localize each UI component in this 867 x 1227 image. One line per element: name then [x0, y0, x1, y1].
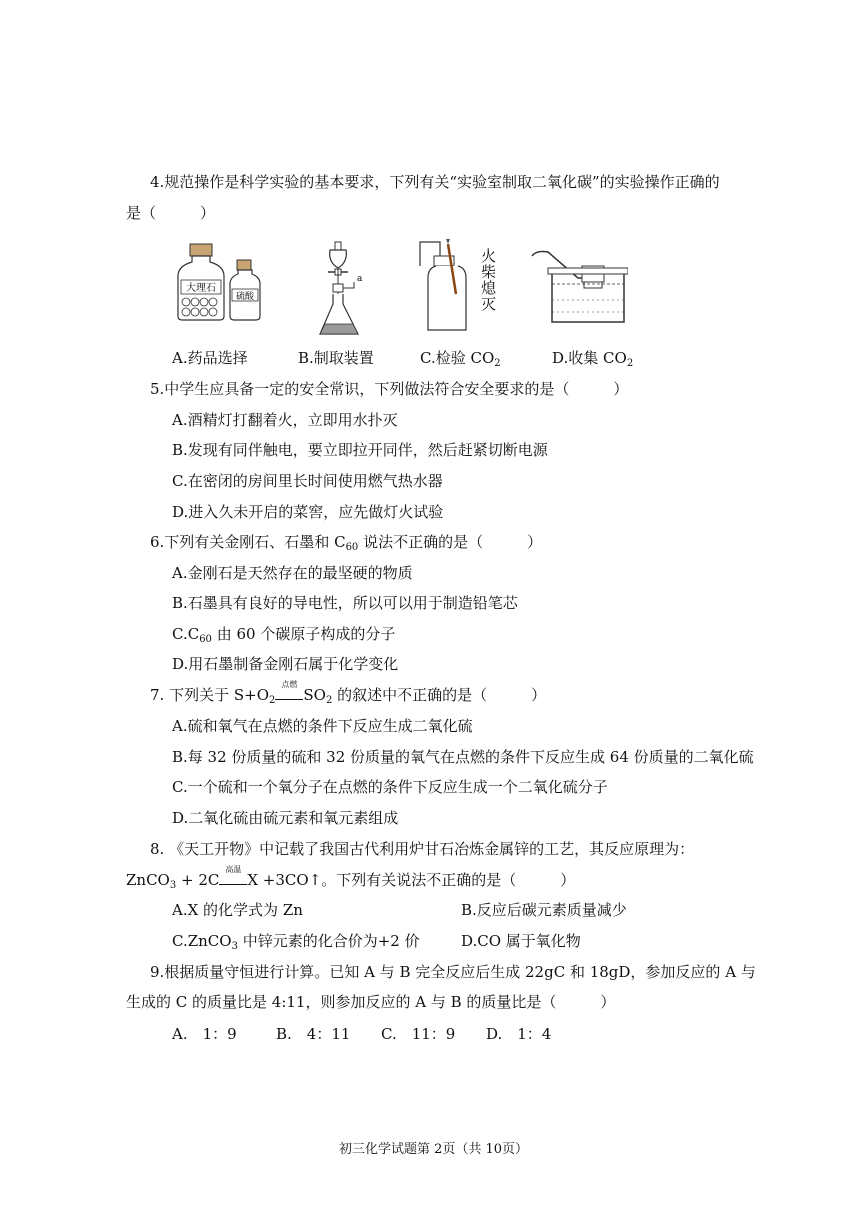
q4-stem-line1: 4.规范操作是科学实验的基本要求，下列有关“实验室制取二氧化碳”的实验操作正确的 — [150, 173, 720, 191]
generation-apparatus-figure — [314, 238, 374, 340]
reaction-condition-heat: 高温 — [219, 875, 247, 885]
q9-option-b: B. 4：11 — [276, 1025, 351, 1043]
q4-option-c: C.检验 $CO_2$ — [420, 349, 501, 369]
bottle-small-label: 硫酸 — [235, 292, 255, 302]
q5-option-c: C.在密闭的房间里长时间使用燃气热水器 — [172, 472, 443, 490]
q7-option-b: B.每 32 份质量的硫和 32 份质量的氧气在点燃的条件下反应生成 64 份质量的二氧化硫 — [172, 748, 754, 766]
reaction-condition-burn: 点燃 — [275, 690, 303, 700]
q9-option-d: D. 1：4 — [486, 1025, 552, 1043]
q7-option-d: D.二氧化硫由硫元素和氧元素组成 — [172, 809, 399, 827]
q6-option-d: D.用石墨制备金刚石属于化学变化 — [172, 655, 399, 673]
q5-option-b: B.发现有同伴触电，要立即拉开同伴，然后赶紧切断电源 — [172, 441, 548, 459]
q4-stem-line2: 是（ ） — [126, 204, 216, 222]
q8-stem-line1: 8. 《天工开物》中记载了我国古代利用炉甘石冶炼金属锌的工艺，其反应原理为： — [150, 840, 695, 858]
q6-option-a: A.金刚石是天然存在的最坚硬的物质 — [172, 564, 413, 582]
q4-option-d: D.收集 $CO_2$ — [552, 349, 634, 369]
q4-option-a: A.药品选择 — [172, 349, 248, 367]
q7-option-a: A.硫和氧气在点燃的条件下反应生成二氧化硫 — [172, 717, 473, 735]
collect-co2-figure — [528, 246, 628, 326]
q8-option-c: C.ZnCO$_3$ 中锌元素的化合价为+2 价 — [172, 932, 420, 952]
q6-option-b: B.石墨具有良好的导电性，所以可以用于制造铅笔芯 — [172, 594, 518, 612]
q9-option-a: A. 1：9 — [172, 1025, 237, 1043]
q6-option-c: $C.C_{60}$ 由 60 个碳原子构成的分子 — [172, 625, 396, 645]
q9-stem-line1: 9.根据质量守恒进行计算。已知 A 与 B 完全反应后生成 22gC 和 18gD，参加反应的 A 与 — [150, 963, 756, 981]
q6-stem: 6.下列有关金刚石、石墨和 $C_{60}$ 说法不正确的是（ ） — [150, 533, 543, 553]
reagent-bottles-figure — [172, 242, 267, 322]
flame-label: 火柴熄灭 — [481, 247, 497, 313]
q8-option-b: B.反应后碳元素质量减少 — [461, 901, 627, 919]
q5-option-d: D.进入久未开启的菜窖，应先做灯火试验 — [172, 503, 444, 521]
q8-option-a: A.X 的化学式为 Zn — [172, 901, 303, 919]
apparatus-mark-a: a — [357, 274, 363, 284]
q7-stem: 7. 下列关于 $S+O_2$ 点燃 $SO_2$ 的叙述中不正确的是（ ） — [150, 680, 547, 706]
q9-option-c: C. 11：9 — [381, 1025, 456, 1043]
q4-option-b: B.制取装置 — [298, 349, 374, 367]
q8-option-d: D.CO 属于氧化物 — [461, 932, 581, 950]
q8-stem-line2: ZnCO$_3$ + 2C 高温 X +3CO↑。下列有关说法不正确的是（ ） — [126, 865, 576, 891]
q9-stem-line2: 生成的 C 的质量比是 4:11，则参加反应的 A 与 B 的质量比是（ ） — [126, 993, 616, 1011]
q7-option-c: C.一个硫和一个氧分子在点燃的条件下反应生成一个二氧化硫分子 — [172, 778, 608, 796]
q5-stem: 5.中学生应具备一定的安全常识，下列做法符合安全要求的是（ ） — [150, 380, 629, 398]
bottle-big-label: 大理石 — [186, 283, 216, 294]
page-footer: 初三化学试题第 2页（共 10页） — [338, 1142, 529, 1157]
q5-option-a: A.酒精灯打翻着火，立即用水扑灭 — [172, 411, 398, 429]
